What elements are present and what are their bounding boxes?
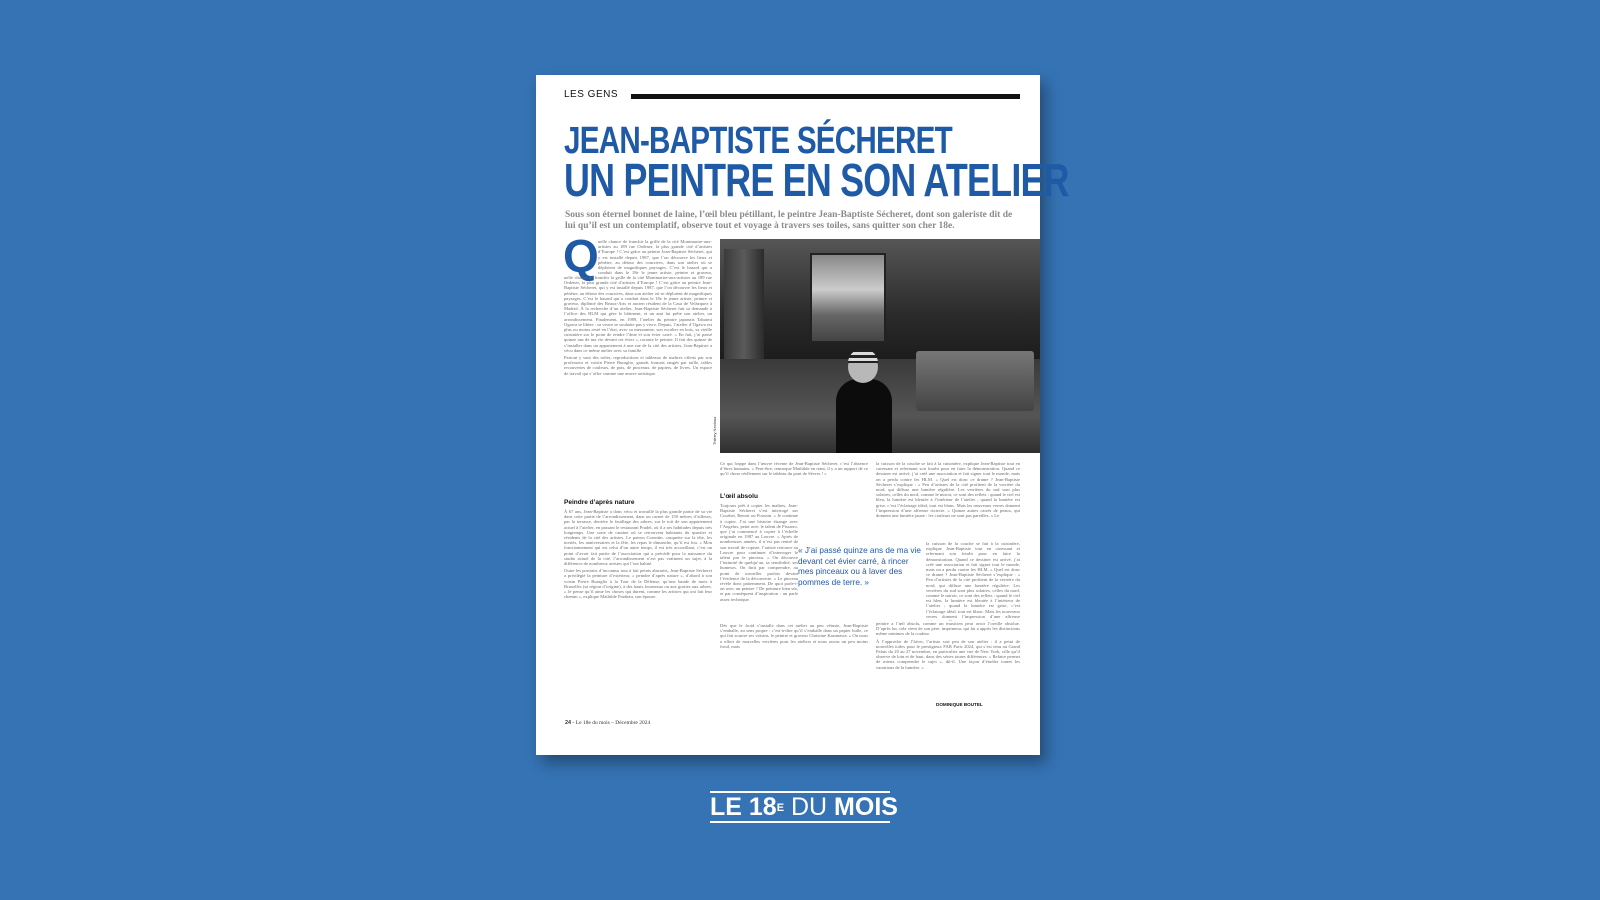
column-2b-bottom xyxy=(720,623,868,709)
paragraph: Ce qui frappe dans l’œuvre récente de Jean-Baptiste Sécheret, c’est l’absence d’êtres humains. « Peut-être, remarque Mathilde en riant, il y a un rapport de ce qu’il chose réellement sur le tableau du pont de Sèvres ! » xyxy=(720,461,868,477)
paragraph: uelle chance de franchir la grille de la cité Montmartre-aux-artistes au 189 rue Ordener, la plus grande cité d’artistes d’Europe ! C’est grâce au peintre Jean-Baptiste Sécheret, qui y est installé depuis 1987, que l’on découvre les lieux et pénètre, au détour des coursives, dans son atelier où se déploient de magnifiques paysages. C’est le hasard qui a conduit dans le 18e le jeune artiste, peintre et graveur, xyxy=(598,239,712,275)
section-rule xyxy=(631,94,1020,99)
paragraph: Dès que le froid s’installe dans cet atelier au peu vétuste, Jean-Baptiste s’emballe, au sens propre : c’est-à-dire qu’il s’emballe dans un papier bulle, ce qui fait sourire ses voisins, le peintre et graveur Christine Kazanawa. « On nous a offert de nouvelles verrières pour les ateliers et nous avons un peu moins froid, mais xyxy=(720,623,868,649)
pull-quote: « J’ai passé quinze ans de ma vie devant cet évier carré, à rincer mes pinceaux ou à laver des pommes de terre. » xyxy=(798,546,921,587)
headline-line-2: UN PEINTRE EN SON ATELIER xyxy=(564,154,1069,207)
paragraph: la cuisson de la couche se fait à la cuisinière, explique Jean-Baptiste tout en caressant et refermant son fourbi pour en faire la démonstration. Quand ce dessiner est arrivé, j’ai créé une association et fait signer tout le monde, mais on a perdu contre les HLM. » Quel est donc ce drame ? Jean-Baptiste Sécheret s’explique : « Peu d’artistes de la cité profitent de la verrière du nord, qui diffuse une lumière régulière. Les verrières du sud sont plus solaires, celles du nord, comme le miroir, ce sont des reflets : quand le ciel est bleu, la lumière est bleutée à l’intérieur de l’atelier ; quand la lumière est grise, c’est l’éclairage idéal, tout est blanc. Mais les nouveaux verres donnent l’impression d’une affreuse rixiecte. » Quinze autres carrés de peaux, qui donnent une lumière jaune : les couleurs ne sont pas pareilles. » Le xyxy=(876,461,1020,519)
paragraph: Toujours prêt à copier les maîtres, Jean-Baptiste Sécheret s’est interrogé sur Courbet, Renoir ou Poussin. « Je continue à copier. J’ai une histoire étrange avec l’Angelus, peint avec le talent de Pissarro, que j’ai commencé à copier à l’échelle originale en 1987 au Louvre. » Après de nombreuses années, il n’est pas rentré de son travail de copiste, l’artiste retrouve au Louvre pour continuer d’interroger le talent par le pinceau. « On découvre l’intimité de quelqu’un, sa sensibilité, ses humeurs. On finit par comprendre, au point de travailler parfois devant l’évidence de la découverte. » Le pinceau révèle donc patiemment. De quoi parle-t-on avec un peintre ? De peinture bien sûr, et par conséquent d’inspiration : un parle assez technique. xyxy=(720,503,798,602)
column-1 xyxy=(564,275,712,495)
paragraph: uelle chance de franchir la grille de la cité Montmartre-aux-artistes au 189 rue Ordener, la plus grande cité d’artistes d’Europe ! C’est grâce au peintre Jean-Baptiste Sécheret, qui y est installé depuis 1987, que l’on découvre les lieux et pénètre, au détour des coursives, dans son atelier où se déploient de magnifiques paysages. C’est le hasard qui a conduit dans le 18e le jeune artiste, peintre et graveur, diplômé des Beaux-Arts et ancien résident de la Casa de Velázquez à Madrid. À la recherche d’un atelier, Jean-Baptiste Sécheret fait sa demande à l’office des HLM qui gère le bâtiment, et un ami lui prête son atelier, un arrondissement. Finalement, en 1989, l’atelier du peintre japonais Tabaimi Ogawa se libère : sa veuve se souhaite pas y vivre. Depuis, l’atelier d’Ogawa est plus ou moins resté en l’état, avec sa mezzanine, son escalier en bois, sa vieille cuisinière sur le point de rendre l’âme et son évier carré. « En fait, j’ai passé quinze ans de ma vie devant cet évier », raconte le peintre. Il fait des quinze de s’installer dans un appartement à une rue de la cité des artistes, Jean-Baptiste a vécu dans ce même atelier avec sa famille. xyxy=(564,275,712,353)
headline xyxy=(564,120,1069,207)
page-footer xyxy=(565,720,650,726)
column-3b xyxy=(876,621,1020,701)
photo-credit: Thierry Nectoux xyxy=(712,416,717,445)
paragraph: Outre les portraits d’inconnus tout à fait peints abstraits, Jean-Baptiste Sécheret a privilégié la peinture d’extérieur, « peindre d’après nature », d’abord à son voisin Pierre Buraglio à la Tour de la Défense, qu’une bande de mots à Bruxelles (sa région d’origine), à des hauts fourneaux ou aux grottes aux arbres. « Je pense qu’il aime les choses qui durent, comme les artistes qui ont fait leur chemin », explique Mathilde Pradeau, son épouse. xyxy=(564,568,712,600)
headline-line-1: JEAN-BAPTISTE SÉCHERET xyxy=(564,120,952,162)
author-byline: DOMINIQUE BOUTEL xyxy=(936,702,983,707)
drop-cap: Q xyxy=(563,230,599,282)
column-1b xyxy=(564,509,712,709)
artist-photo xyxy=(720,239,1040,453)
paragraph: À l’approche de l’hiver, l’artiste sort peu de son atelier : il a peint de nouvelles toiles pour le prestigieux FAB Paris 2024, qui s’est tenu au Grand Palais du 20 au 27 novembre, en particulier une vue de New York, ville qu’il observe de loin et de haut, dans des séries toutes différentes. « Refaire permet de mieux comprendre le sujet », dit-il. Une façon d’étudier toutes les variations de la lumière. » xyxy=(876,638,1020,670)
column-2b-top xyxy=(720,503,798,623)
column-3-side xyxy=(926,541,1020,621)
magazine-page xyxy=(536,75,1069,755)
paragraph: À 67 ans, Jean-Baptiste a donc vécu et travaillé la plus grande partie de sa vie dans cette partie de l’arrondissement, dans un carnet de 150 métres d’ailleurs, par la terrasse, derrière le feuillage des arbres, sur le toit de son appartement actuel à l’atelier, en passant le restaurant Pradel, où il a ses habitudes depuis très longtemps. Une sorte de cantine où se retrouvent habitants du quartier et résidents de la cité des artistes. Le patron Corentin, casquette sur la tête, les invités, les anniversaires et la fête, les repas le dimanche, qu’il est fou. « Mon fonctionnement qui est celui d’un autre temps, il est très accueillant, c’est un point d’avoir fait partie de l’association qui a précédé pour la naissance du studio actuel de la cité, l’arrondissement n’est pas vraiment un sujet, à la différence de nombreux artistes qui l’ont habité. xyxy=(564,509,712,567)
subhead-peindre: Peindre d’après nature xyxy=(564,499,635,506)
footer-text: - Le 18e du mois – Décembre 2024 xyxy=(571,720,651,726)
paragraph: Partout y sont des toiles, reproductions et tableaux de maîtres offerts par son professeur et voisin Pierre Buraglio, grands formats rangés par taille, tables recouvertes de couleurs, de pots, de pinceaux, de papiers, de livres. Un espace de travail qui s’offre comme une œuvre artistique. xyxy=(564,355,712,376)
column-2 xyxy=(720,461,868,491)
paragraph: peintre a l’œil absolu, comme un musicien peut avoir l’oreille absolue. D’après lui, cela vient de son père, imprimeur, qui lui a appris les distinctions même minimes de la couleur. xyxy=(876,621,1020,637)
subhead-oeil-absolu: L’œil absolu xyxy=(720,493,758,500)
page-number: 24 xyxy=(565,720,572,726)
paragraph: la cuisson de la couche se fait à la cuisinière, explique Jean-Baptiste tout en caressant et refermant son fourbi pour en faire la démonstration. Quand ce dessiner est arrivé, j’ai créé une association et fait signer tout le monde, mais on a perdu contre les HLM. » Quel est donc ce drame ? Jean-Baptiste Sécheret s’explique : « Peu d’artistes de la cité profitent de la verrière du nord, qui diffuse une lumière régulière. Les verrières du sud sont plus solaires, celles du nord, comme le miroir, ce sont des reflets : quand le ciel est bleu, la lumière est bleutée à l’intérieur de l’atelier ; quand la lumière est grise, c’est l’éclairage idéal, tout est blanc. Mais les nouveaux verres donnent l’impression d’une affreuse xyxy=(926,541,1020,619)
section-label: LES GENS xyxy=(564,89,619,100)
column-1-intro xyxy=(598,239,712,275)
column-3 xyxy=(876,461,1020,541)
standfirst: Sous son éternel bonnet de laine, l’œil bleu pétillant, le peintre Jean-Baptiste Sécheret, dont son galeriste dit de lui qu’il est un contemplatif, observe tout et voyage à travers ses toiles, sans quitter son cher 18e. xyxy=(565,210,1013,231)
publication-logo: LE $18^E$ DU MOIS xyxy=(710,793,898,821)
